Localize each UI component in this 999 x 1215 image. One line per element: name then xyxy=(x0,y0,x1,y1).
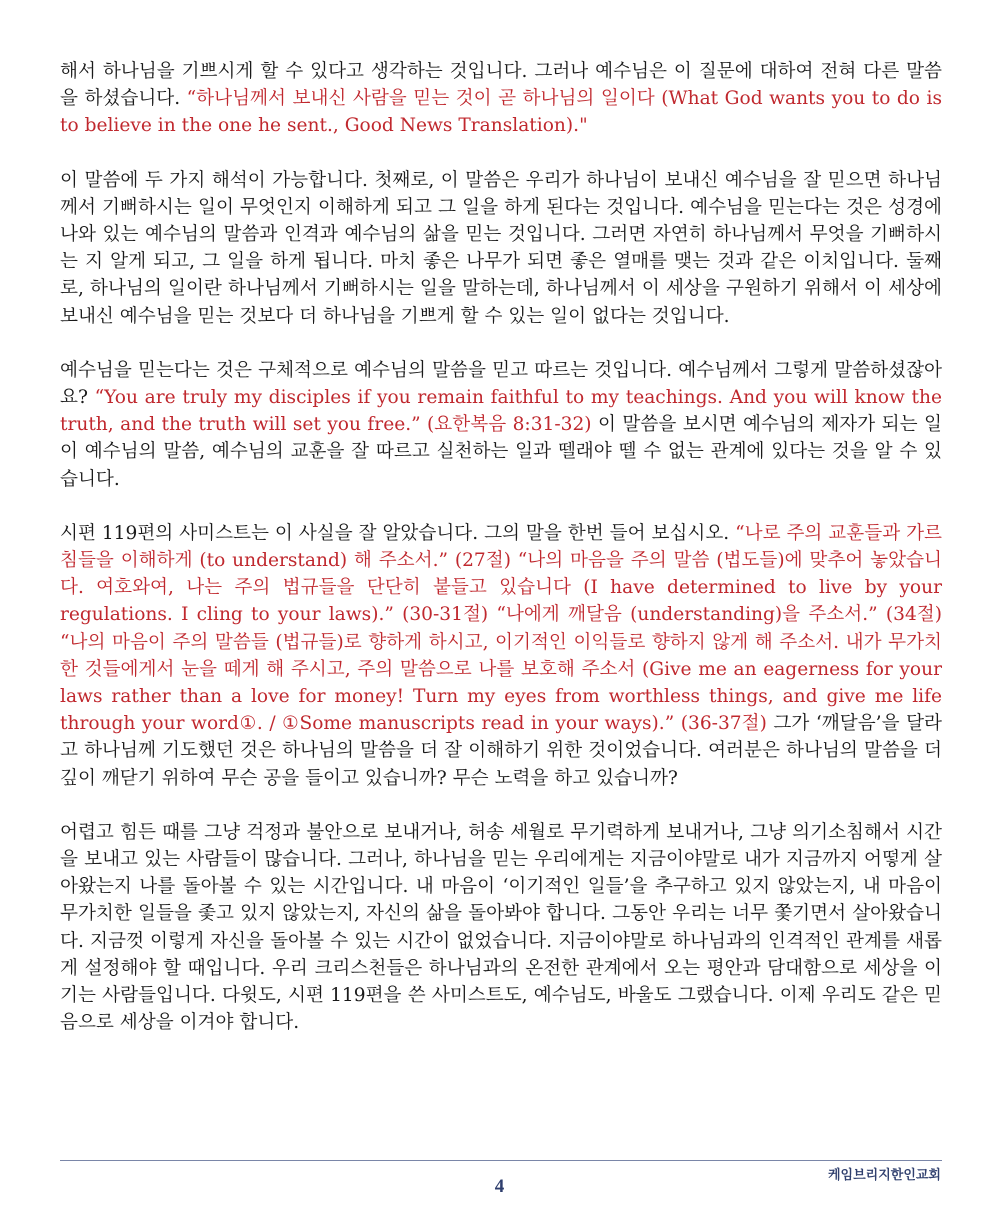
paragraph-3-quote: “You are truly my disciples if you remain faithful to my teachings. And you will know the truth, and the truth will set you free.” (요한복음 8:31-32) xyxy=(60,387,942,436)
paragraph-4-text: 시편 119편의 사미스트는 이 사실을 잘 알았습니다. 그의 말을 한번 들어 보십시오. xyxy=(60,522,736,544)
paragraph-3-text-after: 이 말씀을 보시면 예수님의 제자가 되는 일이 예수님의 말씀, 예수님의 교훈을 잘 따르고 실천하는 일과 뗄래야 뗄 수 없는 관계에 있다는 것을 알 수 있습니다. xyxy=(60,414,942,490)
paragraph-2-text: 이 말씀에 두 가지 해석이 가능합니다. 첫째로, 이 말씀은 우리가 하나님이 보내신 예수님을 잘 믿으면 하나님께서 기뻐하시는 일이 무엇인지 이해하게 되고 그 일을 하게 된다는 것입니다. 예수님을 믿는다는 것은 성경에 나와 있는 예수님의 말씀과 인격과 예수님의 삶을 믿는 것입니다. 그러면 자연히 하나님께서 무엇을 기뻐하시는 지 알게 되고, 그 일을 하게 됩니다. 마치 좋은 나무가 되면 좋은 열매를 맺는 것과 같은 이치입니다. 둘째로, 하나님의 일이란 하나님께서 기뻐하시는 일을 말하는데, 하나님께서 이 세상을 구원하기 위해서 이 세상에 보내신 예수님을 믿는 것보다 더 하나님을 기쁘게 할 수 있는 일이 없다는 것입니다. xyxy=(60,169,942,327)
page-number: 4 xyxy=(494,1176,505,1197)
paragraph-1 xyxy=(60,58,942,140)
church-name: 케임브리지한인교회 xyxy=(827,1168,941,1183)
paragraph-2 xyxy=(60,167,942,330)
paragraph-3 xyxy=(60,357,942,493)
paragraph-3-text: 예수님을 믿는다는 것은 구체적으로 예수님의 말씀을 믿고 따르는 것입니다. 예수님께서 그렇게 말씀하셨잖아요? xyxy=(60,359,942,409)
paragraph-1-quote: “하나님께서 보내신 사람을 믿는 것이 곧 하나님의 일이다 (What God wants you to do is to believe in the one he sent., Good News Translation)." xyxy=(60,88,942,137)
footer-divider xyxy=(60,1160,942,1161)
paragraph-4-quote: “나로 주의 교훈들과 가르침들을 이해하게 (to understand) 해 주소서.” (27절) “나의 마음을 주의 말씀 (법도들)에 맞추어 놓았습니다. 여호와여, 나는 주의 법규들을 단단히 붙들고 있습니다 (I have determined to live by your regulations. I cling to your laws).” (30-31절) “나에게 깨달음 (understanding)을 주소서.” (34절) “나의 마음이 주의 말씀들 (법규들)로 향하게 하시고, 이기적인 이익들로 향하지 않게 해 주소서. 내가 무가치한 것들에게서 눈을 떼게 해 주시고, 주의 말씀으로 나를 보호해 주소서 (Give me an eagerness for your laws rather than a love for money! Turn my eyes from worthless things, and give me life through your word①. / ①Some manuscripts read in your ways).” (36-37절) xyxy=(60,522,942,735)
paragraph-5-text: 어렵고 힘든 때를 그냥 걱정과 불안으로 보내거나, 허송 세월로 무기력하게 보내거나, 그냥 의기소침해서 시간을 보내고 있는 사람들이 많습니다. 그러나, 하나님을 믿는 우리에게는 지금이야말로 내가 지금까지 어떻게 살아왔는지 나를 돌아볼 수 있는 시간입니다. 내 마음이 ‘이기적인 일들’을 추구하고 있지 않았는지, 내 마음이 무가치한 일들을 좇고 있지 않았는지, 자신의 삶을 돌아봐야 합니다. 그동안 우리는 너무 쫓기면서 살아왔습니다. 지금껏 이렇게 자신을 돌아볼 수 있는 시간이 없었습니다. 지금이야말로 하나님과의 인격적인 관계를 새롭게 설정해야 할 때입니다. 우리 크리스천들은 하나님과의 온전한 관계에서 오는 평안과 담대함으로 세상을 이기는 사람들입니다. 다윗도, 시편 119편을 쓴 사미스트도, 예수님도, 바울도 그랬습니다. 이제 우리도 같은 믿음으로 세상을 이겨야 합니다. xyxy=(60,821,942,1034)
paragraph-4 xyxy=(60,520,942,792)
page-body xyxy=(60,58,942,1064)
paragraph-4-text-after: 그가 ‘깨달음’을 달라고 하나님께 기도했던 것은 하나님의 말씀을 더 잘 이해하기 위한 것이었습니다. 여러분은 하나님의 말씀을 더 깊이 깨닫기 위하여 무슨 공을 들이고 있습니까? 무슨 노력을 하고 있습니까? xyxy=(60,713,942,789)
paragraph-1-text: 해서 하나님을 기쁘시게 할 수 있다고 생각하는 것입니다. 그러나 예수님은 이 질문에 대하여 전혀 다른 말씀을 하셨습니다. xyxy=(60,61,942,110)
paragraph-5 xyxy=(60,819,942,1037)
